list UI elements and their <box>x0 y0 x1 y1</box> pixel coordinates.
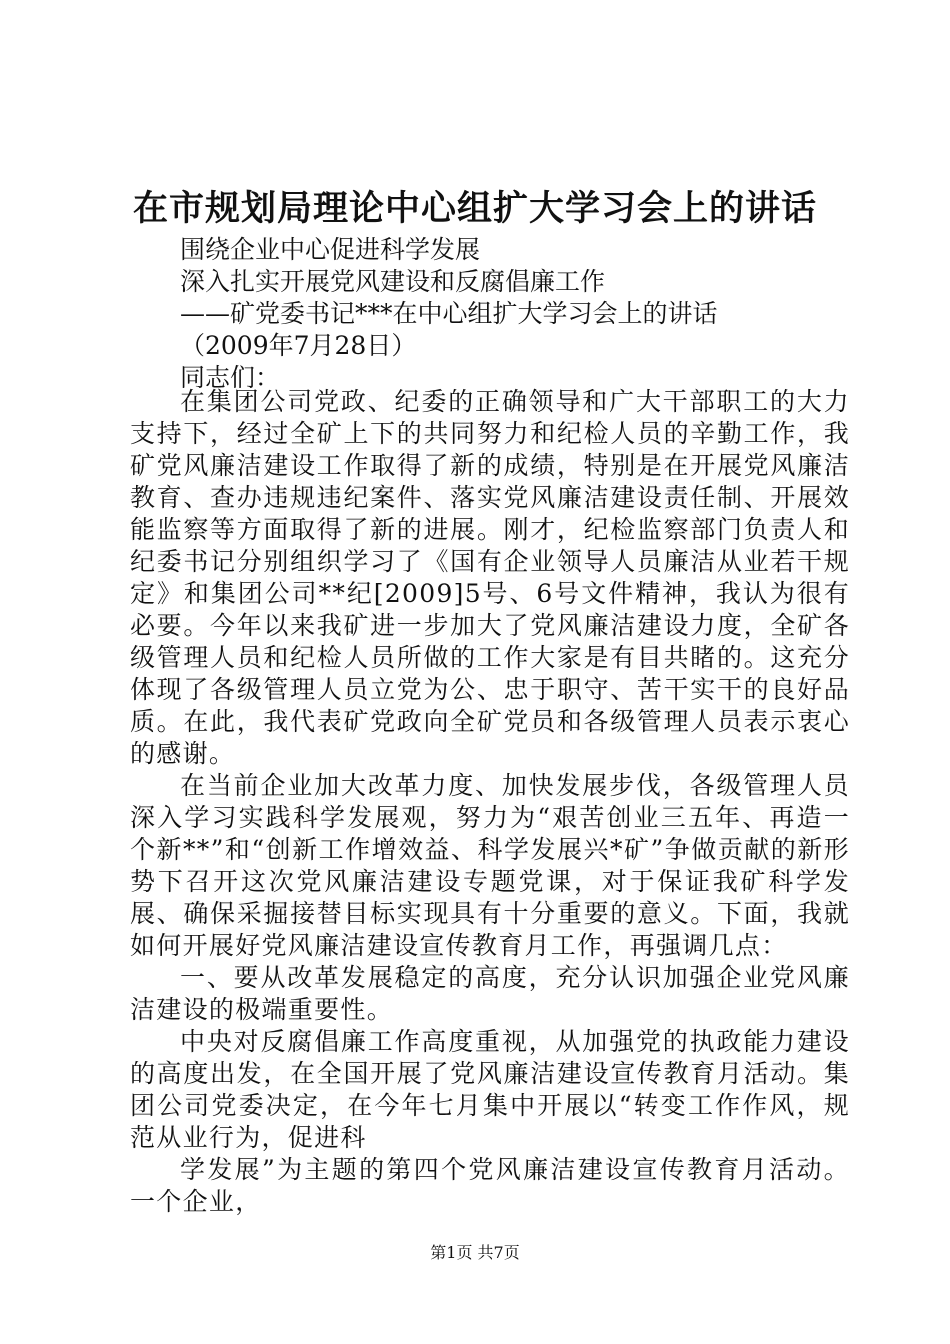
document-title: 在市规划局理论中心组扩大学习会上的讲话 <box>132 188 817 229</box>
document-body <box>130 386 850 1218</box>
salutation: 同志们： <box>180 363 281 392</box>
page-footer: 第1页 共7页 <box>430 1243 520 1262</box>
section-heading: 一、要从改革发展稳定的高度，充分认识加强企业党风廉洁建设的极端重要性。 <box>130 963 850 1024</box>
subtitle-line-1: 围绕企业中心促进科学发展 <box>180 235 481 264</box>
paragraph: 中央对反腐倡廉工作高度重视，从加强党的执政能力建设的高度出发，在全国开展了党风廉洁建设宣传教育月活动。集团公司党委决定，在今年七月集中开展以“转变工作作风，规范从业行为，促进科 <box>130 1027 850 1152</box>
speech-date: （2009年7月28日） <box>180 331 417 360</box>
paragraph: 学发展”为主题的第四个党风廉洁建设宣传教育月活动。一个企业， <box>130 1155 850 1216</box>
subtitle-line-2: 深入扎实开展党风建设和反腐倡廉工作 <box>180 267 606 296</box>
paragraph: 在当前企业加大改革力度、加快发展步伐，各级管理人员深入学习实践科学发展观，努力为“艰苦创业三五年、再造一个新**”和“创新工作增效益、科学发展兴*矿”争做贡献的新形势下召开这次党风廉洁建设专题党课，对于保证我矿科学发展、确保采掘接替目标实现具有十分重要的意义。下面，我就如何开展好党风廉洁建设宣传教育月工作，再强调几点： <box>130 771 850 960</box>
paragraph: 在集团公司党政、纪委的正确领导和广大干部职工的大力支持下，经过全矿上下的共同努力和纪检人员的辛勤工作，我矿党风廉洁建设工作取得了新的成绩，特别是在开展党风廉洁教育、查办违规违纪案件、落实党风廉洁建设责任制、开展效能监察等方面取得了新的进展。刚才，纪检监察部门负责人和纪委书记分别组织学习了《国有企业领导人员廉洁从业若干规定》和集团公司**纪[2009]5号、6号文件精神，我认为很有必要。今年以来我矿进一步加大了党风廉洁建设力度，全矿各级管理人员和纪检人员所做的工作大家是有目共睹的。这充分体现了各级管理人员立党为公、忠于职守、苦干实干的良好品质。在此，我代表矿党政向全矿党员和各级管理人员表示衷心的感谢。 <box>130 387 850 768</box>
subtitle-line-3: ——矿党委书记***在中心组扩大学习会上的讲话 <box>180 299 718 328</box>
